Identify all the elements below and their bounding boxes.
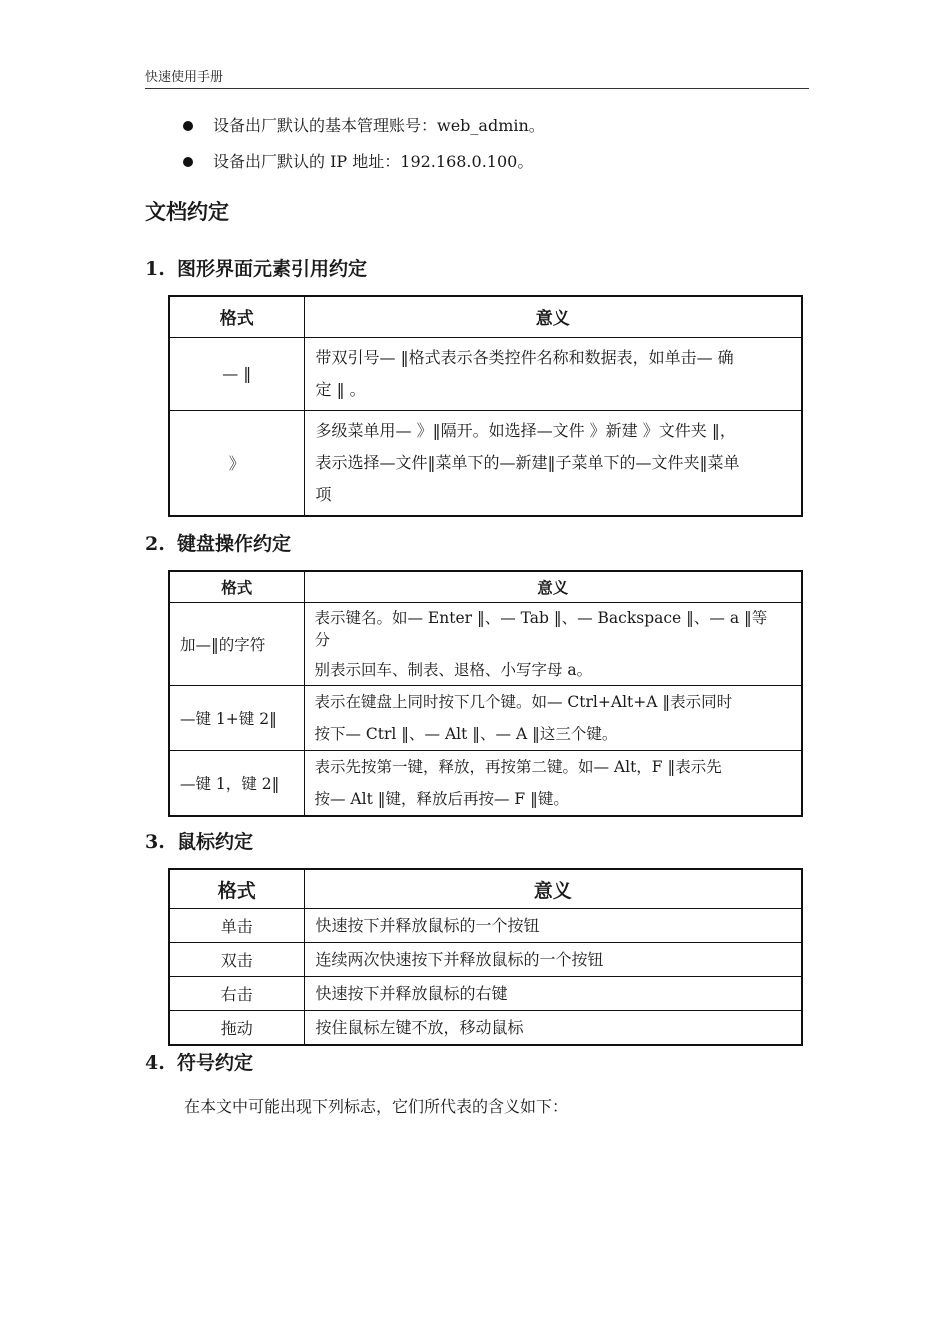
gui-convention-table [168,295,803,517]
meaning-line: 表示键名。如— Enter ‖、— Tab ‖、— Backspace ‖、— a ‖等 [314,608,768,627]
table-row [169,602,802,685]
s2-heading [145,529,291,556]
header-title: 快速使用手册 [145,70,224,85]
format-cell: 单击 [169,909,304,943]
format-cell: —键 1+键 2‖ [169,685,304,750]
s4-number: 4. [145,1052,165,1074]
meaning-cell [304,750,802,816]
meaning-line: 带双引号— ‖格式表示各类控件名称和数据表，如单击— 确 [315,347,734,367]
meaning-cell [304,337,802,410]
s1-heading [145,254,367,281]
table-header-row [169,869,802,909]
s2-number: 2. [145,533,165,555]
meaning-line: 按下— Ctrl ‖、— Alt ‖、— A ‖这三个键。 [314,724,618,743]
format-cell: 双击 [169,943,304,977]
meaning-line: 按— Alt ‖键，释放后再按— F ‖键。 [314,789,569,808]
meaning-line: 表示选择—文件‖菜单下的—新建‖子菜单下的—文件夹‖菜单 [315,452,740,472]
meaning-line: 分 [314,630,331,649]
meaning-line: 表示在键盘上同时按下几个键。如— Ctrl+Alt+A ‖表示同时 [314,692,733,711]
s4-title: 符号约定 [177,1052,254,1074]
header-format: 格式 [169,296,304,337]
meaning-cell: 快速按下并释放鼠标的右键 [304,977,802,1011]
bullet-admin-account [183,114,545,138]
s4-heading [145,1048,253,1075]
meaning-line: 定 ‖ 。 [315,379,366,399]
page-header [145,66,809,89]
symbol-intro-paragraph: 在本文中可能出现下列标志，它们所代表的含义如下： [184,1097,569,1116]
s1-number: 1. [145,258,165,280]
bullet-dot-icon [183,121,193,131]
bullet-text: 设备出厂默认的基本管理账号：web_admin。 [213,116,545,135]
bullet-text: 设备出厂默认的 IP 地址：192.168.0.100。 [213,152,534,171]
s3-title: 鼠标约定 [177,831,254,853]
mouse-convention-table [168,868,803,1046]
bullet-dot-icon [183,157,193,167]
s1-title: 图形界面元素引用约定 [177,258,368,280]
table-row [169,750,802,816]
meaning-cell: 按住鼠标左键不放，移动鼠标 [304,1011,802,1046]
meaning-cell: 连续两次快速按下并释放鼠标的一个按钮 [304,943,802,977]
table-row [169,337,802,410]
header-meaning: 意义 [304,296,802,337]
meaning-line: 项 [315,484,332,504]
s3-number: 3. [145,831,165,853]
table-row [169,410,802,516]
format-cell: —键 1，键 2‖ [169,750,304,816]
s2-title: 键盘操作约定 [177,533,292,555]
meaning-line: 别表示回车、制表、退格、小写字母 a。 [314,660,593,679]
format-cell: 右击 [169,977,304,1011]
header-format: 格式 [169,571,304,602]
header-meaning: 意义 [304,571,802,602]
bullet-ip-address [183,150,533,174]
section-title: 文档约定 [145,200,229,224]
meaning-cell [304,410,802,516]
s3-heading [145,827,253,854]
header-meaning: 意义 [304,869,802,909]
format-cell: 拖动 [169,1011,304,1046]
table-row [169,977,802,1011]
keyboard-convention-table [168,570,803,817]
table-header-row [169,296,802,337]
format-cell: 》 [169,410,304,516]
table-row [169,685,802,750]
meaning-cell [304,602,802,685]
format-cell: — ‖ [169,337,304,410]
meaning-line: 多级菜单用— 》‖隔开。如选择—文件 》新建 》文件夹 ‖， [315,420,736,440]
meaning-cell: 快速按下并释放鼠标的一个按钮 [304,909,802,943]
meaning-line: 表示先按第一键，释放，再按第二键。如— Alt，F ‖表示先 [314,757,722,776]
format-cell: 加—‖的字符 [169,602,304,685]
table-header-row [169,571,802,602]
table-row [169,943,802,977]
table-row [169,909,802,943]
table-row [169,1011,802,1046]
meaning-cell [304,685,802,750]
header-format: 格式 [169,869,304,909]
